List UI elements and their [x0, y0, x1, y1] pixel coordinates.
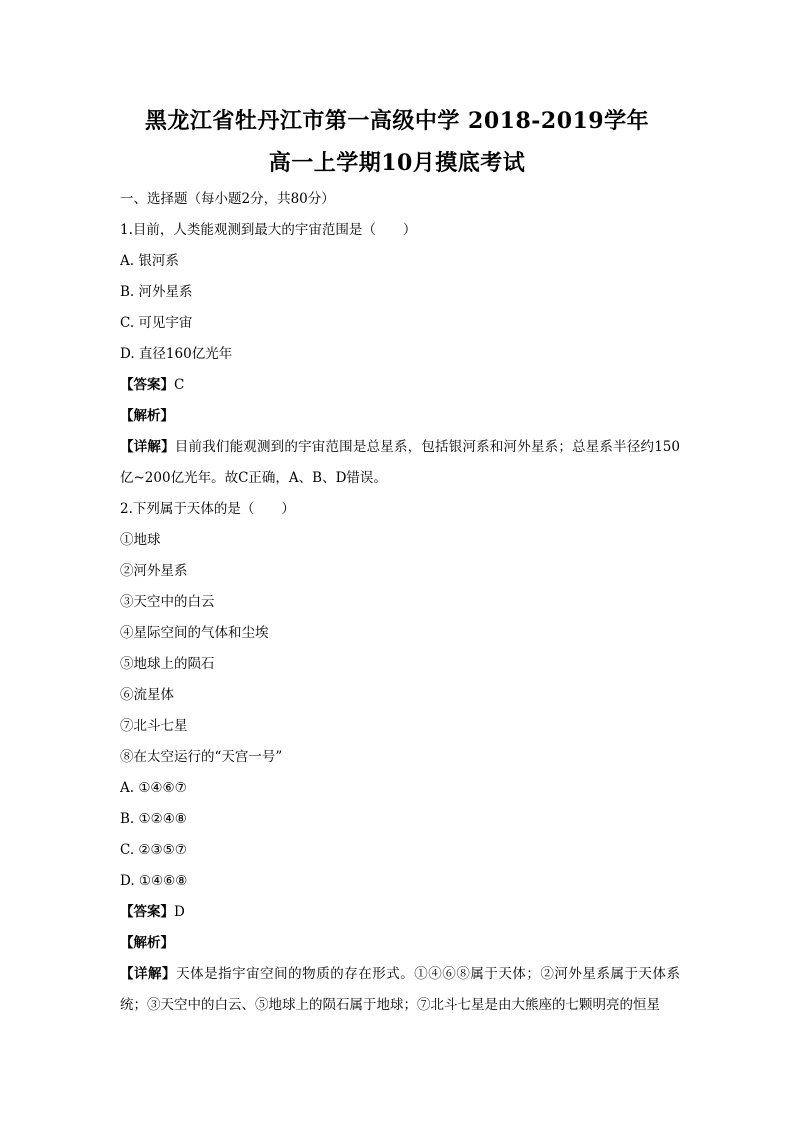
detail-paragraph — [120, 432, 680, 494]
answer-label: 【答案】 — [120, 377, 174, 393]
question-2 — [120, 494, 680, 1021]
detail-label: 【详解】 — [120, 439, 175, 455]
answer-line — [120, 370, 680, 401]
option-d: D. ①④⑥⑧ — [120, 873, 188, 889]
question-stem: 2.下列属于天体的是（ ） — [120, 501, 295, 517]
statement-item: ②河外星系 — [120, 563, 188, 579]
option-c: C. 可见宇宙 — [120, 315, 193, 331]
option-a: A. ①④⑥⑦ — [120, 780, 187, 796]
detail-text: 目前我们能观测到的宇宙范围是总星系，包括银河系和河外星系；总星系半径约150亿~200亿光年。故C正确，A、B、D错误。 — [120, 439, 680, 486]
statement-item: ⑧在太空运行的“天宫一号” — [120, 749, 283, 765]
option-b: B. ①②④⑧ — [120, 811, 187, 827]
detail-paragraph — [120, 959, 680, 1021]
statement-item: ④星际空间的气体和尘埃 — [120, 625, 269, 641]
question-1 — [120, 215, 680, 494]
statement-item: ③天空中的白云 — [120, 594, 215, 610]
option-c: C. ②③⑤⑦ — [120, 842, 187, 858]
answer-value: C — [174, 377, 185, 393]
answer-value: D — [174, 904, 185, 920]
option-b: B. 河外星系 — [120, 284, 193, 300]
detail-text: 天体是指宇宙空间的物质的存在形式。①④⑥⑧属于天体；②河外星系属于天体系统；③天空中的白云、⑤地球上的陨石属于地球；⑦北斗七星是由大熊座的七颗明亮的恒星 — [120, 966, 681, 1013]
statement-item: ⑤地球上的陨石 — [120, 656, 215, 672]
document-body — [120, 184, 680, 1021]
analysis-label: 【解析】 — [120, 408, 174, 424]
statement-item: ⑥流星体 — [120, 687, 174, 703]
section-heading: 一、选择题（每小题2分，共80分） — [120, 191, 335, 207]
question-stem: 1.目前，人类能观测到最大的宇宙范围是（ ） — [120, 222, 417, 238]
answer-line — [120, 897, 680, 928]
analysis-label: 【解析】 — [120, 935, 174, 951]
document-title-line2: 高一上学期10月摸底考试 — [268, 150, 526, 176]
statement-item: ⑦北斗七星 — [120, 718, 188, 734]
document-title-line1: 黑龙江省牡丹江市第一高级中学 2018-2019学年 — [144, 108, 650, 134]
option-a: A. 银河系 — [120, 253, 179, 269]
statement-item: ①地球 — [120, 532, 161, 548]
detail-label: 【详解】 — [120, 966, 177, 982]
answer-label: 【答案】 — [120, 904, 174, 920]
option-d: D. 直径160亿光年 — [120, 346, 233, 362]
